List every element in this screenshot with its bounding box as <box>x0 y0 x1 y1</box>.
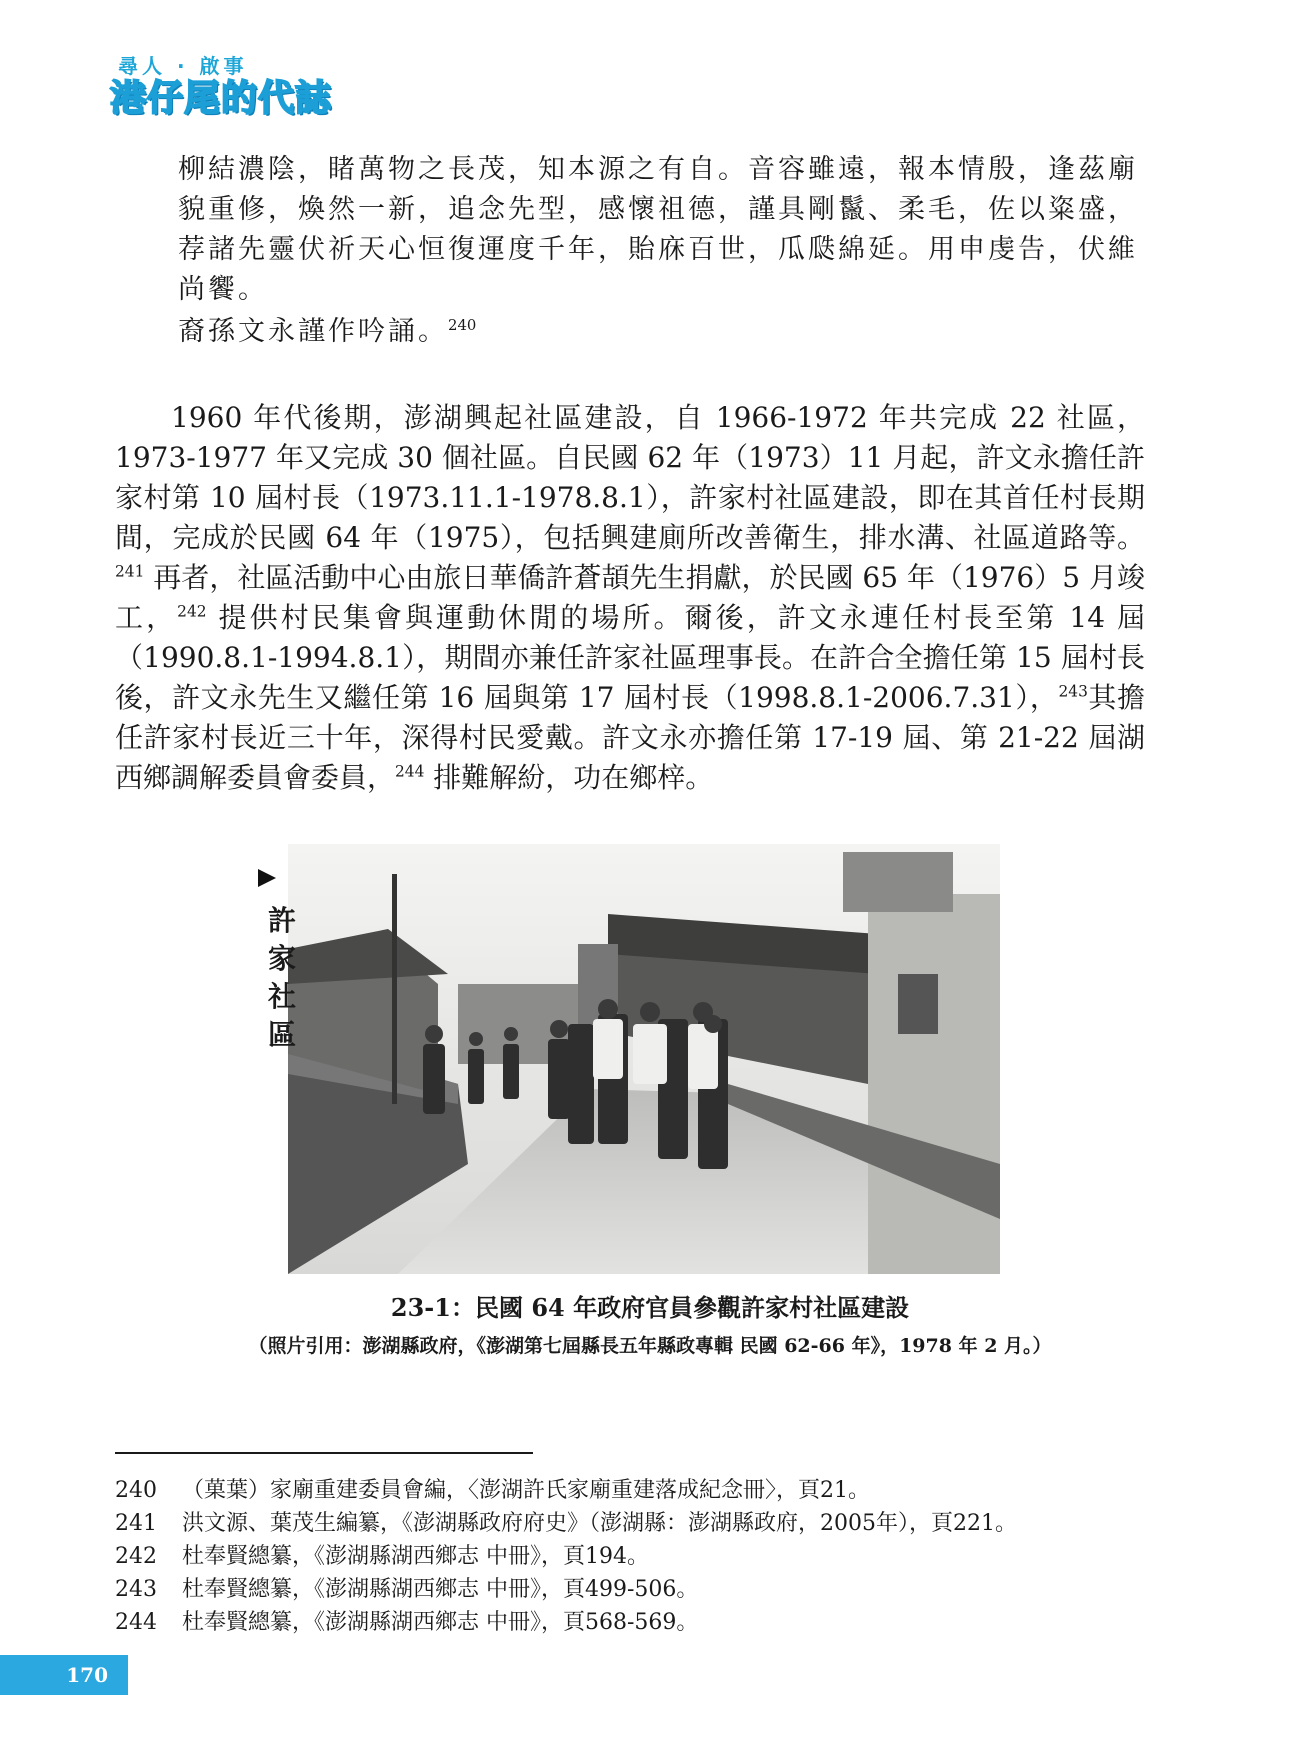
poem-line: 尚饗。 <box>178 274 268 305</box>
footnote-ref: 243 <box>1058 682 1088 701</box>
figure-source: （照片引用：澎湖縣政府，《澎湖第七屆縣長五年縣政專輯 民國 62-66 年》，1978 年 2 月。） <box>248 1335 1052 1357</box>
footnote-number: 243 <box>115 1577 157 1602</box>
body-segment: 排難解紛，功在鄉梓。 <box>424 761 714 794</box>
footnote <box>115 1540 1165 1573</box>
body-segment: 再者，社區活動中心由旅日華僑許蒼頡先生捐獻，於民國 65 年（1976）5 月竣工， <box>115 561 1145 634</box>
side-label-char: 區 <box>267 1018 296 1051</box>
body-text <box>115 398 1145 798</box>
body-segment: 其擔任許家村長近三十年，深得村民愛戴。許文永亦擔任第 17-19 屆、第 21-22 屆湖西鄉調解委員會委員， <box>115 681 1145 794</box>
footnote-text: 杜奉賢總纂，《澎湖縣湖西鄉志 中冊》，頁568-569。 <box>182 1610 699 1635</box>
poem-line: 柳結濃陰，睹萬物之長茂，知本源之有自。音容雖遠，報本情殷，逢茲廟 <box>178 154 1138 185</box>
footnote <box>115 1606 1165 1639</box>
footnote-number: 240 <box>115 1478 157 1503</box>
side-label-char: 許 <box>267 904 296 937</box>
series-title: 尋人 · 啟事 <box>118 54 248 78</box>
signature-text: 裔孫文永謹作吟誦。 <box>178 316 448 347</box>
footnote <box>115 1507 1165 1540</box>
footnotes <box>115 1474 1165 1639</box>
poem-line: 貌重修，煥然一新，追念先型，感懷祖德，謹具剛鬣、柔毛，佐以粢盛， <box>178 194 1138 225</box>
footnote-ref: 241 <box>115 562 145 581</box>
body-paragraph <box>115 398 1145 798</box>
footnote <box>115 1573 1165 1606</box>
footnote-number: 241 <box>115 1511 157 1536</box>
figure-side-label <box>262 902 302 1054</box>
footnote-number: 242 <box>115 1544 157 1569</box>
footnote-ref: 244 <box>395 762 425 781</box>
footnote <box>115 1474 1165 1507</box>
footnote-divider <box>115 1452 533 1454</box>
poem-block <box>178 150 1148 352</box>
side-label-char: 家 <box>267 942 296 975</box>
body-segment: 1960 年代後期，澎湖興起社區建設，自 1966-1972 年共完成 22 社區，1973-1977 年又完成 30 個社區。自民國 62 年（1973）11 月起，許文永擔任許家村第 10 屆村長（1973.11.1-1978.8.1），許家村社區建設，即在其首任村長期間，完成於民國 64 年（1975），包括興建廁所改善衛生，排水溝、社區道路等。 <box>115 401 1145 554</box>
poem-line: 荐諸先靈伏祈天心恒復運度千年，貽庥百世，瓜瓞綿延。用申虔告，伏維 <box>178 234 1138 265</box>
footnote-text: 杜奉賢總纂，《澎湖縣湖西鄉志 中冊》，頁499-506。 <box>182 1577 699 1602</box>
figure-caption: 23-1：民國 64 年政府官員參觀許家村社區建設 <box>390 1293 910 1322</box>
footnote-text: （菓葉）家廟重建委員會編，〈澎湖許氏家廟重建落成紀念冊〉，頁21。 <box>182 1478 870 1503</box>
page-number: 170 <box>0 1655 128 1695</box>
body-segment: 提供村民集會與運動休閒的場所。爾後，許文永連任村長至第 14 屆（1990.8.1-1994.8.1），期間亦兼任許家社區理事長。在許合全擔任第 15 屆村長後，許文永先生又繼任第 16 屆與第 17 屆村長（1998.8.1-2006.7.31）， <box>115 601 1145 714</box>
poem-signature <box>178 312 1148 352</box>
footnote-ref: 240 <box>448 316 477 334</box>
footnote-text: 杜奉賢總纂，《澎湖縣湖西鄉志 中冊》，頁194。 <box>182 1544 649 1569</box>
side-label-char: 社 <box>267 980 296 1013</box>
footnote-text: 洪文源、葉茂生編纂，《澎湖縣政府府史》（澎湖縣：澎湖縣政府，2005年），頁221。 <box>182 1511 1017 1536</box>
footnote-number: 244 <box>115 1610 157 1635</box>
community-photo <box>258 834 1000 1274</box>
book-header <box>110 50 332 119</box>
footnote-ref: 242 <box>177 602 207 621</box>
book-title: 港仔尾的代誌 <box>110 78 333 119</box>
